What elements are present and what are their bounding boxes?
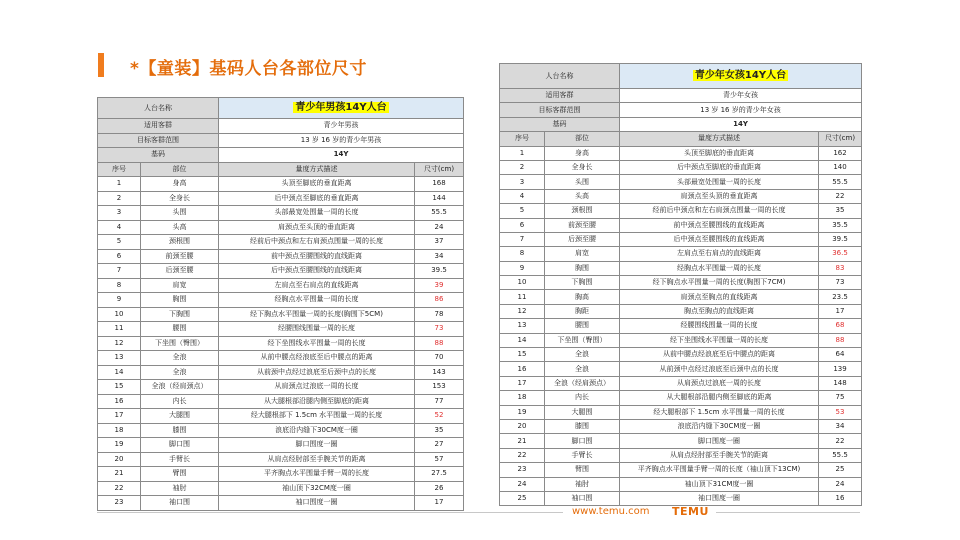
row-size: 57 bbox=[415, 452, 464, 467]
row-size: 153 bbox=[415, 380, 464, 395]
table-row bbox=[98, 496, 464, 511]
footer-divider-right bbox=[716, 512, 860, 513]
row-method: 从肩颈点过浪底一周的长度 bbox=[620, 376, 819, 390]
row-number: 17 bbox=[98, 409, 141, 424]
row-size: 17 bbox=[415, 496, 464, 511]
row-part: 头高 bbox=[141, 220, 219, 235]
row-size: 26 bbox=[415, 481, 464, 496]
row-method: 头顶至脚底的垂直距离 bbox=[620, 146, 819, 160]
row-method: 后中颈点至腰围线的直线距离 bbox=[219, 264, 415, 279]
table-row bbox=[98, 264, 464, 279]
table-row bbox=[500, 448, 862, 462]
row-method: 肩颈点至头顶的垂直距离 bbox=[219, 220, 415, 235]
row-number: 19 bbox=[500, 405, 545, 419]
row-size: 35 bbox=[819, 204, 862, 218]
row-number: 24 bbox=[500, 477, 545, 491]
row-number: 20 bbox=[500, 419, 545, 433]
row-size: 168 bbox=[415, 177, 464, 192]
row-number: 5 bbox=[500, 204, 545, 218]
row-part: 全浪 bbox=[141, 365, 219, 380]
table-row bbox=[98, 293, 464, 308]
row-number: 15 bbox=[98, 380, 141, 395]
row-method: 经腰围线围量一周的长度 bbox=[620, 319, 819, 333]
table-row bbox=[98, 438, 464, 453]
row-part: 颈根围 bbox=[545, 204, 620, 218]
footer-url: www.temu.com bbox=[572, 506, 650, 517]
row-part: 全身长 bbox=[545, 160, 620, 174]
table-row bbox=[98, 365, 464, 380]
row-part: 下坐围（臀围） bbox=[545, 333, 620, 347]
table-row bbox=[98, 278, 464, 293]
mannequin-name-label: 人台名称 bbox=[500, 64, 620, 89]
row-size: 55.5 bbox=[819, 448, 862, 462]
row-part: 手臂长 bbox=[545, 448, 620, 462]
row-size: 27.5 bbox=[415, 467, 464, 482]
row-part: 前颈至腰 bbox=[141, 249, 219, 264]
row-number: 19 bbox=[98, 438, 141, 453]
table-row bbox=[500, 276, 862, 290]
row-size: 55.5 bbox=[819, 175, 862, 189]
title-accent-bar bbox=[98, 53, 104, 77]
row-part: 胸高 bbox=[545, 290, 620, 304]
row-method: 前中颈点至腰围线的直线距离 bbox=[620, 218, 819, 232]
row-number: 8 bbox=[500, 247, 545, 261]
row-part: 胸距 bbox=[545, 304, 620, 318]
row-method: 脚口围度一圈 bbox=[219, 438, 415, 453]
row-number: 9 bbox=[500, 261, 545, 275]
row-method: 后中颈点至脚底的垂直距离 bbox=[620, 160, 819, 174]
table-row bbox=[500, 319, 862, 333]
table-row bbox=[98, 452, 464, 467]
row-method: 从前中腰点经浪底至后中腰点的距离 bbox=[620, 348, 819, 362]
age-range-label: 目标客群范围 bbox=[500, 103, 620, 117]
table-row bbox=[500, 419, 862, 433]
row-part: 前颈至腰 bbox=[545, 218, 620, 232]
table-row bbox=[98, 423, 464, 438]
table-row bbox=[500, 362, 862, 376]
row-part: 全浪（经肩颈点） bbox=[141, 380, 219, 395]
row-number: 3 bbox=[98, 206, 141, 221]
row-number: 16 bbox=[500, 362, 545, 376]
row-number: 17 bbox=[500, 376, 545, 390]
row-method: 从大腿根部沿腿内侧至脚底的距离 bbox=[219, 394, 415, 409]
table-row bbox=[98, 220, 464, 235]
row-part: 肩宽 bbox=[545, 247, 620, 261]
row-size: 143 bbox=[415, 365, 464, 380]
target-group-value: 青少年女孩 bbox=[620, 89, 862, 103]
row-part: 胸围 bbox=[545, 261, 620, 275]
table-row bbox=[98, 177, 464, 192]
row-number: 13 bbox=[98, 351, 141, 366]
row-method: 经大腿根部下 1.5cm 水平围量一周的长度 bbox=[620, 405, 819, 419]
row-number: 10 bbox=[98, 307, 141, 322]
footer-divider-left bbox=[97, 512, 563, 513]
row-part: 胸围 bbox=[141, 293, 219, 308]
row-method: 经前后中颈点和左右肩颈点围量一周的长度 bbox=[620, 204, 819, 218]
row-number: 7 bbox=[500, 232, 545, 246]
row-size: 73 bbox=[819, 276, 862, 290]
col-header-method: 量度方式描述 bbox=[620, 132, 819, 146]
row-method: 浪底沿内缝下30CM度一圈 bbox=[219, 423, 415, 438]
row-size: 17 bbox=[819, 304, 862, 318]
row-part: 后颈至腰 bbox=[545, 232, 620, 246]
row-part: 膝围 bbox=[141, 423, 219, 438]
row-size: 78 bbox=[415, 307, 464, 322]
row-size: 83 bbox=[819, 261, 862, 275]
row-number: 21 bbox=[500, 434, 545, 448]
row-method: 左肩点至右肩点的直线距离 bbox=[219, 278, 415, 293]
row-method: 前中颈点至腰围线的直线距离 bbox=[219, 249, 415, 264]
table-row bbox=[500, 175, 862, 189]
base-size-value: 14Y bbox=[219, 148, 464, 163]
row-number: 5 bbox=[98, 235, 141, 250]
table-row bbox=[500, 304, 862, 318]
row-method: 平齐胸点水平围量手臂一周的长度 bbox=[219, 467, 415, 482]
row-part: 大腿围 bbox=[545, 405, 620, 419]
table-row bbox=[500, 146, 862, 160]
row-method: 经前后中颈点和左右肩颈点围量一周的长度 bbox=[219, 235, 415, 250]
row-number: 6 bbox=[98, 249, 141, 264]
row-method: 从肩点经肘部至手腕关节的距离 bbox=[219, 452, 415, 467]
row-method: 从大腿根部沿腿内侧至脚底的距离 bbox=[620, 391, 819, 405]
row-part: 下胸围 bbox=[141, 307, 219, 322]
row-size: 35.5 bbox=[819, 218, 862, 232]
row-size: 148 bbox=[819, 376, 862, 390]
table-row bbox=[500, 463, 862, 477]
col-header-method: 量度方式描述 bbox=[219, 162, 415, 177]
mannequin-name: 青少年女孩14Y人台 bbox=[620, 64, 862, 89]
row-part: 颈根围 bbox=[141, 235, 219, 250]
row-part: 全浪 bbox=[141, 351, 219, 366]
row-part: 膝围 bbox=[545, 419, 620, 433]
row-number: 1 bbox=[98, 177, 141, 192]
row-size: 39 bbox=[415, 278, 464, 293]
target-group-label: 适用客群 bbox=[98, 119, 219, 134]
row-method: 袖山顶下32CM度一圈 bbox=[219, 481, 415, 496]
row-part: 腰围 bbox=[545, 319, 620, 333]
row-part: 内长 bbox=[545, 391, 620, 405]
table-row bbox=[98, 380, 464, 395]
row-number: 23 bbox=[500, 463, 545, 477]
row-size: 88 bbox=[819, 333, 862, 347]
row-size: 16 bbox=[819, 491, 862, 505]
row-part: 身高 bbox=[141, 177, 219, 192]
row-method: 胸点至胸点的直线距离 bbox=[620, 304, 819, 318]
base-size-label: 基码 bbox=[500, 117, 620, 131]
row-size: 36.5 bbox=[819, 247, 862, 261]
row-method: 头部最宽处围量一周的长度 bbox=[620, 175, 819, 189]
age-range-label: 目标客群范围 bbox=[98, 133, 219, 148]
row-number: 14 bbox=[500, 333, 545, 347]
table-row bbox=[500, 261, 862, 275]
table-row bbox=[500, 189, 862, 203]
row-size: 39.5 bbox=[819, 232, 862, 246]
row-size: 34 bbox=[415, 249, 464, 264]
row-part: 全浪 bbox=[545, 362, 620, 376]
table-row bbox=[500, 232, 862, 246]
row-part: 下胸围 bbox=[545, 276, 620, 290]
col-header-no: 序号 bbox=[500, 132, 545, 146]
row-part: 全身长 bbox=[141, 191, 219, 206]
table-row bbox=[500, 405, 862, 419]
table-row bbox=[500, 391, 862, 405]
table-row bbox=[500, 218, 862, 232]
row-size: 86 bbox=[415, 293, 464, 308]
col-header-size: 尺寸(cm) bbox=[819, 132, 862, 146]
row-size: 52 bbox=[415, 409, 464, 424]
row-number: 20 bbox=[98, 452, 141, 467]
row-method: 经下胸点水平围量一周的长度(胸围下7CM) bbox=[620, 276, 819, 290]
row-part: 全浪（经肩颈点） bbox=[545, 376, 620, 390]
row-number: 16 bbox=[98, 394, 141, 409]
row-part: 头围 bbox=[141, 206, 219, 221]
table-row bbox=[98, 307, 464, 322]
row-size: 70 bbox=[415, 351, 464, 366]
table-row bbox=[98, 235, 464, 250]
table-row bbox=[500, 290, 862, 304]
table-row bbox=[500, 247, 862, 261]
table-row bbox=[98, 191, 464, 206]
row-size: 22 bbox=[819, 434, 862, 448]
row-number: 22 bbox=[500, 448, 545, 462]
row-method: 肩颈点至头顶的垂直距离 bbox=[620, 189, 819, 203]
row-part: 脚口围 bbox=[545, 434, 620, 448]
row-method: 从肩颈点过浪底一周的长度 bbox=[219, 380, 415, 395]
col-header-part: 部位 bbox=[141, 162, 219, 177]
col-header-no: 序号 bbox=[98, 162, 141, 177]
row-method: 脚口围度一圈 bbox=[620, 434, 819, 448]
row-number: 18 bbox=[98, 423, 141, 438]
row-method: 经下胸点水平围量一周的长度(胸围下5CM) bbox=[219, 307, 415, 322]
row-part: 手臂长 bbox=[141, 452, 219, 467]
row-number: 12 bbox=[500, 304, 545, 318]
row-size: 34 bbox=[819, 419, 862, 433]
row-size: 55.5 bbox=[415, 206, 464, 221]
row-size: 53 bbox=[819, 405, 862, 419]
row-part: 袖口围 bbox=[545, 491, 620, 505]
target-group-label: 适用客群 bbox=[500, 89, 620, 103]
row-size: 24 bbox=[819, 477, 862, 491]
row-number: 23 bbox=[98, 496, 141, 511]
row-part: 臂围 bbox=[545, 463, 620, 477]
row-number: 11 bbox=[98, 322, 141, 337]
row-part: 袖肘 bbox=[545, 477, 620, 491]
row-method: 经胸点水平围量一周的长度 bbox=[219, 293, 415, 308]
row-number: 1 bbox=[500, 146, 545, 160]
table-row bbox=[98, 351, 464, 366]
row-method: 袖山顶下31CM度一圈 bbox=[620, 477, 819, 491]
row-number: 2 bbox=[500, 160, 545, 174]
row-size: 35 bbox=[415, 423, 464, 438]
table-row bbox=[500, 376, 862, 390]
row-method: 后中颈点至腰围线的直线距离 bbox=[620, 232, 819, 246]
mannequin-name: 青少年男孩14Y人台 bbox=[219, 98, 464, 119]
table-row bbox=[500, 333, 862, 347]
page-title: *【童装】基码人台各部位尺寸 bbox=[130, 59, 367, 79]
row-part: 头围 bbox=[545, 175, 620, 189]
row-method: 袖口围度一圈 bbox=[620, 491, 819, 505]
row-number: 11 bbox=[500, 290, 545, 304]
table-row bbox=[500, 434, 862, 448]
boy-mannequin-table bbox=[97, 97, 464, 511]
row-method: 经腰围线围量一周的长度 bbox=[219, 322, 415, 337]
row-method: 从前中腰点经浪底至后中腰点的距离 bbox=[219, 351, 415, 366]
row-size: 162 bbox=[819, 146, 862, 160]
row-part: 袖肘 bbox=[141, 481, 219, 496]
row-part: 下坐围（臀围） bbox=[141, 336, 219, 351]
col-header-size: 尺寸(cm) bbox=[415, 162, 464, 177]
row-size: 27 bbox=[415, 438, 464, 453]
row-part: 内长 bbox=[141, 394, 219, 409]
age-range-value: 13 岁 16 岁的青少年女孩 bbox=[620, 103, 862, 117]
row-part: 臂围 bbox=[141, 467, 219, 482]
row-method: 平齐胸点水平围量手臂一周的长度（袖山顶下13CM) bbox=[620, 463, 819, 477]
table-row bbox=[98, 249, 464, 264]
row-size: 39.5 bbox=[415, 264, 464, 279]
row-part: 身高 bbox=[545, 146, 620, 160]
row-number: 3 bbox=[500, 175, 545, 189]
row-method: 袖口围度一圈 bbox=[219, 496, 415, 511]
row-size: 25 bbox=[819, 463, 862, 477]
row-method: 后中颈点至脚底的垂直距离 bbox=[219, 191, 415, 206]
row-number: 9 bbox=[98, 293, 141, 308]
row-size: 88 bbox=[415, 336, 464, 351]
table-row bbox=[98, 394, 464, 409]
row-number: 15 bbox=[500, 348, 545, 362]
table-row bbox=[98, 322, 464, 337]
row-size: 68 bbox=[819, 319, 862, 333]
row-method: 从肩点经肘部至手腕关节的距离 bbox=[620, 448, 819, 462]
row-size: 75 bbox=[819, 391, 862, 405]
row-number: 6 bbox=[500, 218, 545, 232]
row-size: 77 bbox=[415, 394, 464, 409]
row-method: 经大腿根部下 1.5cm 水平围量一周的长度 bbox=[219, 409, 415, 424]
row-method: 浪底沿内缝下30CM度一圈 bbox=[620, 419, 819, 433]
row-number: 2 bbox=[98, 191, 141, 206]
table-row bbox=[500, 204, 862, 218]
row-size: 37 bbox=[415, 235, 464, 250]
row-number: 22 bbox=[98, 481, 141, 496]
row-method: 经胸点水平围量一周的长度 bbox=[620, 261, 819, 275]
row-number: 12 bbox=[98, 336, 141, 351]
table-row bbox=[500, 348, 862, 362]
row-number: 10 bbox=[500, 276, 545, 290]
row-number: 14 bbox=[98, 365, 141, 380]
row-number: 7 bbox=[98, 264, 141, 279]
row-part: 大腿围 bbox=[141, 409, 219, 424]
target-group-value: 青少年男孩 bbox=[219, 119, 464, 134]
row-size: 23.5 bbox=[819, 290, 862, 304]
table-row bbox=[98, 409, 464, 424]
row-number: 4 bbox=[98, 220, 141, 235]
row-size: 140 bbox=[819, 160, 862, 174]
table-row bbox=[500, 160, 862, 174]
base-size-label: 基码 bbox=[98, 148, 219, 163]
row-method: 从前颈中点经过浪底至后颈中点的长度 bbox=[219, 365, 415, 380]
row-size: 22 bbox=[819, 189, 862, 203]
row-size: 64 bbox=[819, 348, 862, 362]
row-method: 头部最宽处围量一周的长度 bbox=[219, 206, 415, 221]
row-method: 经下坐围线水平围量一周的长度 bbox=[620, 333, 819, 347]
footer-brand-logo: TEMU bbox=[672, 505, 709, 518]
row-number: 18 bbox=[500, 391, 545, 405]
table-row bbox=[98, 481, 464, 496]
row-method: 头顶至脚底的垂直距离 bbox=[219, 177, 415, 192]
table-row bbox=[98, 206, 464, 221]
row-size: 144 bbox=[415, 191, 464, 206]
row-part: 脚口围 bbox=[141, 438, 219, 453]
age-range-value: 13 岁 16 岁的青少年男孩 bbox=[219, 133, 464, 148]
row-method: 肩颈点至胸点的直线距离 bbox=[620, 290, 819, 304]
row-part: 腰围 bbox=[141, 322, 219, 337]
row-size: 139 bbox=[819, 362, 862, 376]
mannequin-name-label: 人台名称 bbox=[98, 98, 219, 119]
row-part: 头高 bbox=[545, 189, 620, 203]
row-number: 13 bbox=[500, 319, 545, 333]
row-part: 后颈至腰 bbox=[141, 264, 219, 279]
row-number: 21 bbox=[98, 467, 141, 482]
row-method: 经下坐围线水平围量一周的长度 bbox=[219, 336, 415, 351]
row-number: 25 bbox=[500, 491, 545, 505]
table-row bbox=[500, 491, 862, 505]
girl-mannequin-table bbox=[499, 63, 862, 506]
row-part: 全浪 bbox=[545, 348, 620, 362]
row-number: 4 bbox=[500, 189, 545, 203]
table-row bbox=[98, 336, 464, 351]
col-header-part: 部位 bbox=[545, 132, 620, 146]
row-method: 左肩点至右肩点的直线距离 bbox=[620, 247, 819, 261]
row-method: 从前颈中点经过浪底至后颈中点的长度 bbox=[620, 362, 819, 376]
row-size: 73 bbox=[415, 322, 464, 337]
row-part: 袖口围 bbox=[141, 496, 219, 511]
table-row bbox=[98, 467, 464, 482]
row-part: 肩宽 bbox=[141, 278, 219, 293]
row-number: 8 bbox=[98, 278, 141, 293]
table-row bbox=[500, 477, 862, 491]
row-size: 24 bbox=[415, 220, 464, 235]
base-size-value: 14Y bbox=[620, 117, 862, 131]
